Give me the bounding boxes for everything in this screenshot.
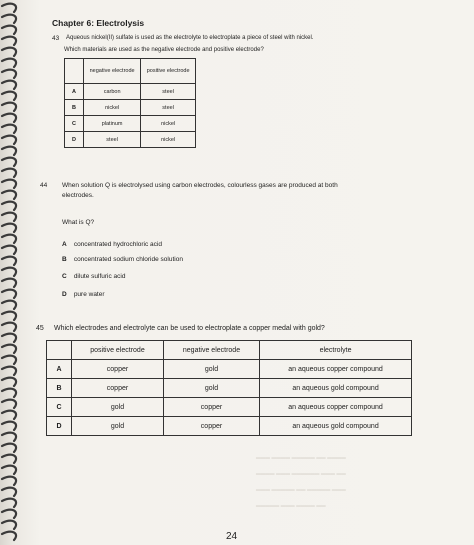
spiral-coil xyxy=(2,257,16,265)
spiral-coil xyxy=(2,510,16,518)
spiral-coil xyxy=(2,400,16,408)
spiral-coil xyxy=(2,312,16,320)
spiral-coil xyxy=(2,411,16,419)
spiral-coil xyxy=(2,433,16,441)
row-key: B xyxy=(47,379,72,398)
table-cell: nickel xyxy=(141,132,196,148)
spiral-coil xyxy=(2,202,16,210)
spiral-coil xyxy=(2,147,16,155)
table-cell: steel xyxy=(141,84,196,100)
table-cell: nickel xyxy=(84,100,141,116)
row-key: A xyxy=(47,360,72,379)
spiral-coil xyxy=(2,279,16,287)
spiral-coil xyxy=(2,26,16,34)
option-text: concentrated sodium chloride solution xyxy=(73,256,183,263)
spiral-coil xyxy=(2,59,16,67)
table-cell: gold xyxy=(163,379,259,398)
spiral-coil xyxy=(2,4,16,12)
row-key: B xyxy=(65,100,84,116)
table-header-positive-electrode: positive electrode xyxy=(72,341,164,360)
spiral-coil xyxy=(2,389,16,397)
question-45-table xyxy=(46,340,412,436)
table-cell: copper xyxy=(72,360,164,379)
table-header-negative-electrode: negative electrode xyxy=(163,341,259,360)
spiral-coil xyxy=(2,191,16,199)
row-key: D xyxy=(47,417,72,436)
option-text: concentrated hydrochloric acid xyxy=(73,241,162,248)
table-cell: an aqueous gold compound xyxy=(260,379,412,398)
table-cell: steel xyxy=(141,100,196,116)
spiral-coil xyxy=(2,48,16,56)
table-cell: gold xyxy=(163,360,259,379)
table-cell: platinum xyxy=(84,116,141,132)
question-45-text: Which electrodes and electrolyte can be used to electroplate a copper medal with gold? xyxy=(54,325,325,332)
spiral-coil xyxy=(2,92,16,100)
spiral-coil xyxy=(2,488,16,496)
spiral-coil xyxy=(2,114,16,122)
table-cell: copper xyxy=(72,379,164,398)
spiral-coil xyxy=(2,378,16,386)
table-row xyxy=(47,398,412,417)
spiral-coil xyxy=(2,158,16,166)
show-through-mark: ▁▁▁▁ ▁▁▁ ▁▁▁▁▁▁ ▁▁▁ ▁▁ xyxy=(256,469,346,475)
spiral-coil xyxy=(2,356,16,364)
option-key: D xyxy=(62,291,67,298)
table-cell: steel xyxy=(84,132,141,148)
table-row xyxy=(65,116,196,132)
spiral-coil xyxy=(2,136,16,144)
spiral-coil xyxy=(2,268,16,276)
option-a xyxy=(62,241,162,248)
spiral-coil xyxy=(2,466,16,474)
spiral-coil xyxy=(2,323,16,331)
option-key: B xyxy=(62,256,67,263)
spiral-coil xyxy=(2,334,16,342)
option-key: A xyxy=(62,241,67,248)
question-44-number: 44 xyxy=(40,182,48,189)
spiral-coil xyxy=(2,345,16,353)
spiral-coil xyxy=(2,477,16,485)
spiral-coil xyxy=(2,81,16,89)
table-cell: copper xyxy=(163,398,259,417)
table-cell: gold xyxy=(72,398,164,417)
option-text: pure water xyxy=(73,291,105,298)
chapter-title: Chapter 6: Electrolysis xyxy=(52,18,145,28)
question-44-line2: electrodes. xyxy=(62,192,94,199)
question-43-table xyxy=(64,58,196,148)
table-header-row xyxy=(65,59,196,84)
table-row xyxy=(65,84,196,100)
table-cell: an aqueous copper compound xyxy=(260,398,412,417)
option-c xyxy=(62,273,125,280)
spiral-coil xyxy=(2,213,16,221)
spiral-coil xyxy=(2,103,16,111)
spiral-coil xyxy=(2,125,16,133)
show-through-mark: ▁▁▁▁▁ ▁▁▁ ▁▁▁▁ ▁▁ xyxy=(256,501,326,507)
spiral-coil xyxy=(2,235,16,243)
table-row xyxy=(47,379,412,398)
question-45-number: 45 xyxy=(36,325,44,332)
spiral-coil xyxy=(2,70,16,78)
row-key: A xyxy=(65,84,84,100)
spiral-coil xyxy=(2,455,16,463)
table-cell: an aqueous copper compound xyxy=(260,360,412,379)
table-row xyxy=(47,360,412,379)
table-cell: gold xyxy=(72,417,164,436)
option-b xyxy=(62,256,183,263)
table-row xyxy=(47,417,412,436)
spiral-binding xyxy=(0,0,24,545)
row-key: C xyxy=(47,398,72,417)
spiral-coil xyxy=(2,521,16,529)
table-header-key xyxy=(65,59,84,84)
table-cell: carbon xyxy=(84,84,141,100)
spiral-coil xyxy=(2,37,16,45)
question-43-line1: Aqueous nickel(II) sulfate is used as the electrolyte to electroplate a piece of steel with nickel. xyxy=(66,35,314,41)
question-44-prompt: What is Q? xyxy=(62,219,95,226)
spiral-coil xyxy=(2,301,16,309)
spiral-coil xyxy=(2,169,16,177)
spiral-coil xyxy=(2,499,16,507)
option-text: dilute sulfuric acid xyxy=(73,273,126,280)
question-43-number: 43 xyxy=(52,35,60,42)
table-row xyxy=(65,132,196,148)
spiral-coil xyxy=(2,15,16,23)
table-row xyxy=(65,100,196,116)
row-key: D xyxy=(65,132,84,148)
spiral-coil xyxy=(2,180,16,188)
table-header-negative-electrode: negative electrode xyxy=(84,59,141,84)
table-header-key xyxy=(47,341,72,360)
spiral-coil xyxy=(2,246,16,254)
spiral-coil xyxy=(2,422,16,430)
option-key: C xyxy=(62,273,67,280)
spiral-coil xyxy=(2,532,16,540)
table-header-positive-electrode: positive electrode xyxy=(141,59,196,84)
table-cell: nickel xyxy=(141,116,196,132)
spiral-coil xyxy=(2,224,16,232)
table-header-row xyxy=(47,341,412,360)
show-through-mark: ▁▁▁ ▁▁▁▁ ▁▁▁▁▁ ▁▁ ▁▁▁▁ xyxy=(256,453,346,459)
table-cell: an aqueous gold compound xyxy=(260,417,412,436)
spiral-coil xyxy=(2,290,16,298)
show-through-mark: ▁▁▁ ▁▁▁▁▁ ▁▁ ▁▁▁▁▁ ▁▁▁ xyxy=(256,485,346,491)
option-d xyxy=(62,291,105,298)
table-cell: copper xyxy=(163,417,259,436)
table-header-electrolyte: electrolyte xyxy=(260,341,412,360)
spiral-coil xyxy=(2,367,16,375)
page-number: 24 xyxy=(226,531,238,542)
question-43-line2: Which materials are used as the negative electrode and positive electrode? xyxy=(64,47,264,53)
row-key: C xyxy=(65,116,84,132)
spiral-coil xyxy=(2,444,16,452)
question-44-line1: When solution Q is electrolysed using carbon electrodes, colourless gases are produced at both xyxy=(62,182,338,189)
